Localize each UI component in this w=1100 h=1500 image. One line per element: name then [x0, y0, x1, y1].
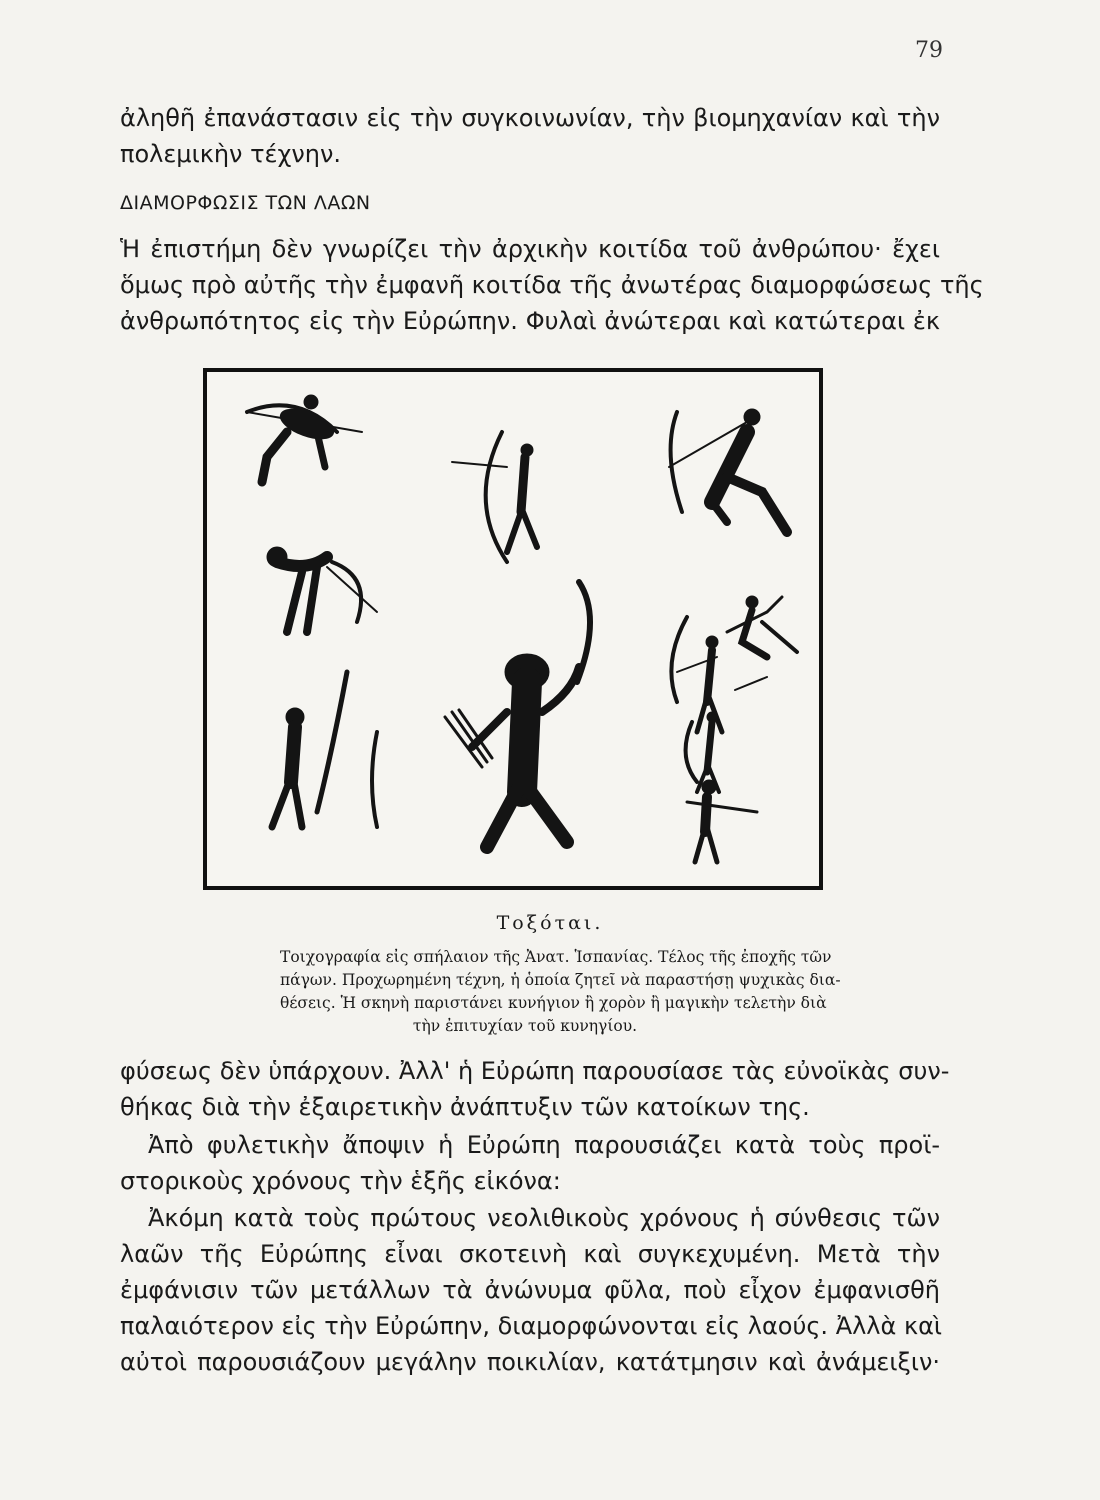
text-line: ἀνθρωπότητος εἰς τὴν Εὐρώπην. Φυλαὶ ἀνώτεραι καὶ κατώτεραι ἐκ [120, 307, 940, 335]
figure-caption [280, 946, 841, 1038]
archer-figure [669, 409, 787, 532]
section-heading: ΔΙΑΜΟΡΦΩΣΙΣ ΤΩΝ ΛΑΩΝ [120, 192, 371, 214]
paragraph-science [120, 231, 984, 339]
paragraph-neolithic [120, 1200, 943, 1380]
text-line: φύσεως δὲν ὑπάρχουν. Ἀλλ' ἡ Εὐρώπη παρουσίασε τὰς εὐνοϊκὰς συν- [120, 1057, 950, 1085]
figure-title: Τοξόται. [496, 912, 604, 934]
archer-figure [247, 395, 362, 482]
text-line: ἀληθῆ ἐπανάστασιν εἰς τὴν συγκοινωνίαν, τὴν βιομηχανίαν καὶ τὴν [120, 104, 940, 132]
archer-figure [272, 672, 377, 827]
caption-line: τὴν ἐπιτυχίαν τοῦ κυνηγίου. [412, 1017, 638, 1035]
text-line: ὅμως πρὸ αὐτῆς τὴν ἐμφανῆ κοιτίδα τῆς ἀνωτέρας διαμορφώσεως τῆς [120, 271, 984, 299]
caption-line: θέσεις. Ἡ σκηνὴ παριστάνει κυνήγιον ἢ χορὸν ἢ μαγικὴν τελετὴν διὰ [280, 994, 827, 1012]
text-line: αὐτοὶ παρουσιάζουν μεγάλην ποικιλίαν, κατάτμησιν καὶ ἀνάμειξιν· [120, 1348, 940, 1376]
large-figure [445, 582, 590, 847]
caption-line: Τοιχογραφία εἰς σπήλαιον τῆς Ἀνατ. Ἱσπανίας. Τέλος τῆς ἐποχῆς τῶν [280, 948, 832, 966]
caption-line: πάγων. Προχωρημένη τέχνη, ἡ ὁποία ζητεῖ νὰ παραστήσῃ ψυχικὰς δια- [280, 971, 841, 989]
text-line: ἐμφάνισιν τῶν μετάλλων τὰ ἀνώνυμα φῦλα, ποὺ εἶχον ἐμφανισθῆ [120, 1276, 940, 1304]
paragraph-intro [120, 100, 940, 172]
text-line: θήκας διὰ τὴν ἐξαιρετικὴν ἀνάπτυξιν τῶν κατοίκων της. [120, 1093, 810, 1121]
text-line: στορικοὺς χρόνους τὴν ἑξῆς εἰκόνα: [120, 1167, 561, 1195]
text-line: λαῶν τῆς Εὐρώπης εἶναι σκοτεινὴ καὶ συγκεχυμένη. Μετὰ τὴν [120, 1240, 940, 1268]
text-line: πολεμικὴν τέχνην. [120, 140, 342, 168]
archer-figure [727, 596, 797, 657]
paragraph-racial [120, 1127, 940, 1199]
archer-figure [686, 712, 719, 792]
archer-figure [452, 432, 537, 562]
text-line: Ἡ ἐπιστήμη δὲν γνωρίζει τὴν ἀρχικὴν κοιτίδα τοῦ ἀνθρώπου· ἔχει [120, 235, 940, 263]
arrow-line [735, 677, 767, 690]
paragraph-europe [120, 1053, 950, 1125]
page-number: 79 [915, 38, 943, 63]
archer-figure [267, 547, 377, 632]
text-line: παλαιότερον εἰς τὴν Εὐρώπην, διαμορφώνονται εἰς λαούς. Ἀλλὰ καὶ [120, 1312, 943, 1340]
cave-painting-figure [203, 368, 823, 890]
text-line: Ἀκόμη κατὰ τοὺς πρώτους νεολιθικοὺς χρόνους ἡ σύνθεσις τῶν [148, 1204, 940, 1232]
text-line: Ἀπὸ φυλετικὴν ἄποψιν ἡ Εὐρώπη παρουσιάζει κατὰ τοὺς προϊ- [148, 1131, 940, 1159]
archers-illustration [207, 372, 819, 886]
